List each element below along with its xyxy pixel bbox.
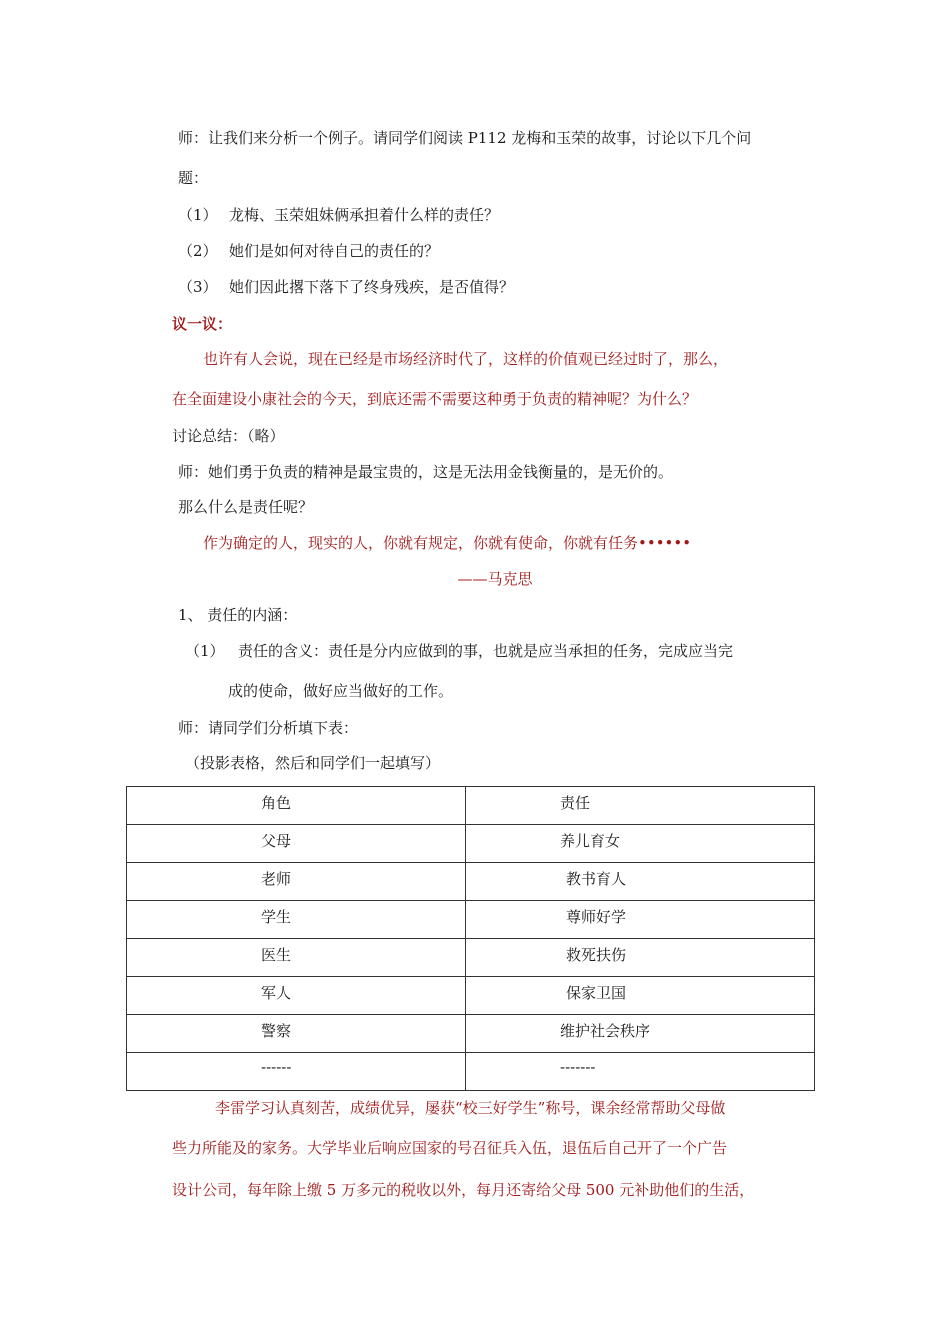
- table-row: [127, 1015, 815, 1053]
- table-row: [127, 977, 815, 1015]
- question-2: 她们是如何对待自己的责任的？: [229, 242, 440, 260]
- story-line-3: 设计公司，每年除上缴 5 万多元的税收以外，每月还寄给父母 500 元补助他们的生活，: [172, 1181, 755, 1199]
- quote-author: ——马克思: [457, 570, 533, 588]
- table-header-cell: 责任: [466, 787, 815, 825]
- question-3: 她们因此撂下落下了终身残疾，是否值得？: [229, 278, 515, 296]
- discuss-line-1: 也许有人会说，现在已经是市场经济时代了，这样的价值观已经过时了，那么，: [203, 350, 729, 368]
- table-header-cell: 角色: [127, 787, 466, 825]
- section-heading: 1、 责任的内涵：: [178, 606, 298, 624]
- quote-text: 作为确定的人，现实的人，你就有规定，你就有使命，你就有任务••••••: [203, 534, 692, 552]
- table-cell: ------: [127, 1053, 466, 1091]
- teacher-statement-1: 师：她们勇于负责的精神是最宝贵的，这是无法用金钱衡量的，是无价的。: [178, 463, 674, 481]
- table-cell: 教书育人: [466, 863, 815, 901]
- discuss-line-2: 在全面建设小康社会的今天，到底还需不需要这种勇于负责的精神呢？为什么？: [172, 390, 698, 408]
- question-what-is-responsibility: 那么什么是责任呢？: [178, 498, 314, 516]
- table-cell: 尊师好学: [466, 901, 815, 939]
- table-row: [127, 901, 815, 939]
- role-responsibility-table: [126, 786, 815, 1091]
- definition-line-2: 成的使命，做好应当做好的工作。: [228, 682, 454, 700]
- table-cell: 警察: [127, 1015, 466, 1053]
- table-cell: 养儿育女: [466, 825, 815, 863]
- table-row: [127, 825, 815, 863]
- table-cell: 维护社会秩序: [466, 1015, 815, 1053]
- story-line-2: 些力所能及的家务。大学毕业后响应国家的号召征兵入伍，退伍后自己开了一个广告: [172, 1139, 728, 1157]
- table-cell: 学生: [127, 901, 466, 939]
- intro-line-1: 师：让我们来分析一个例子。请同学们阅读 P112 龙梅和玉荣的故事，讨论以下几个问: [178, 129, 752, 147]
- discuss-heading: 议一议：: [172, 315, 233, 333]
- intro-line-2: 题：: [178, 169, 209, 187]
- definition-line-1: 责任的含义：责任是分内应做到的事，也就是应当承担的任务，完成应当完: [238, 642, 734, 660]
- table-row: [127, 1053, 815, 1091]
- projection-note: （投影表格，然后和同学们一起填写）: [185, 754, 441, 772]
- story-line-1: 李雷学习认真刻苦，成绩优异，屡获“校三好学生”称号，课余经常帮助父母做: [215, 1099, 726, 1117]
- table-cell: 军人: [127, 977, 466, 1015]
- table-cell: 救死扶伤: [466, 939, 815, 977]
- question-1: 龙梅、玉荣姐妹俩承担着什么样的责任？: [229, 206, 500, 224]
- table-header-row: [127, 787, 815, 825]
- definition-number: （1）: [185, 642, 225, 660]
- table-row: [127, 939, 815, 977]
- discussion-summary: 讨论总结：（略）: [172, 427, 285, 445]
- question-1-number: （1）: [178, 206, 218, 224]
- question-3-number: （3）: [178, 278, 218, 296]
- table-row: [127, 863, 815, 901]
- question-2-number: （2）: [178, 242, 218, 260]
- teacher-statement-2: 师：请同学们分析填下表：: [178, 719, 359, 737]
- table-cell: -------: [466, 1053, 815, 1091]
- table-cell: 医生: [127, 939, 466, 977]
- table-cell: 父母: [127, 825, 466, 863]
- table-cell: 保家卫国: [466, 977, 815, 1015]
- table-cell: 老师: [127, 863, 466, 901]
